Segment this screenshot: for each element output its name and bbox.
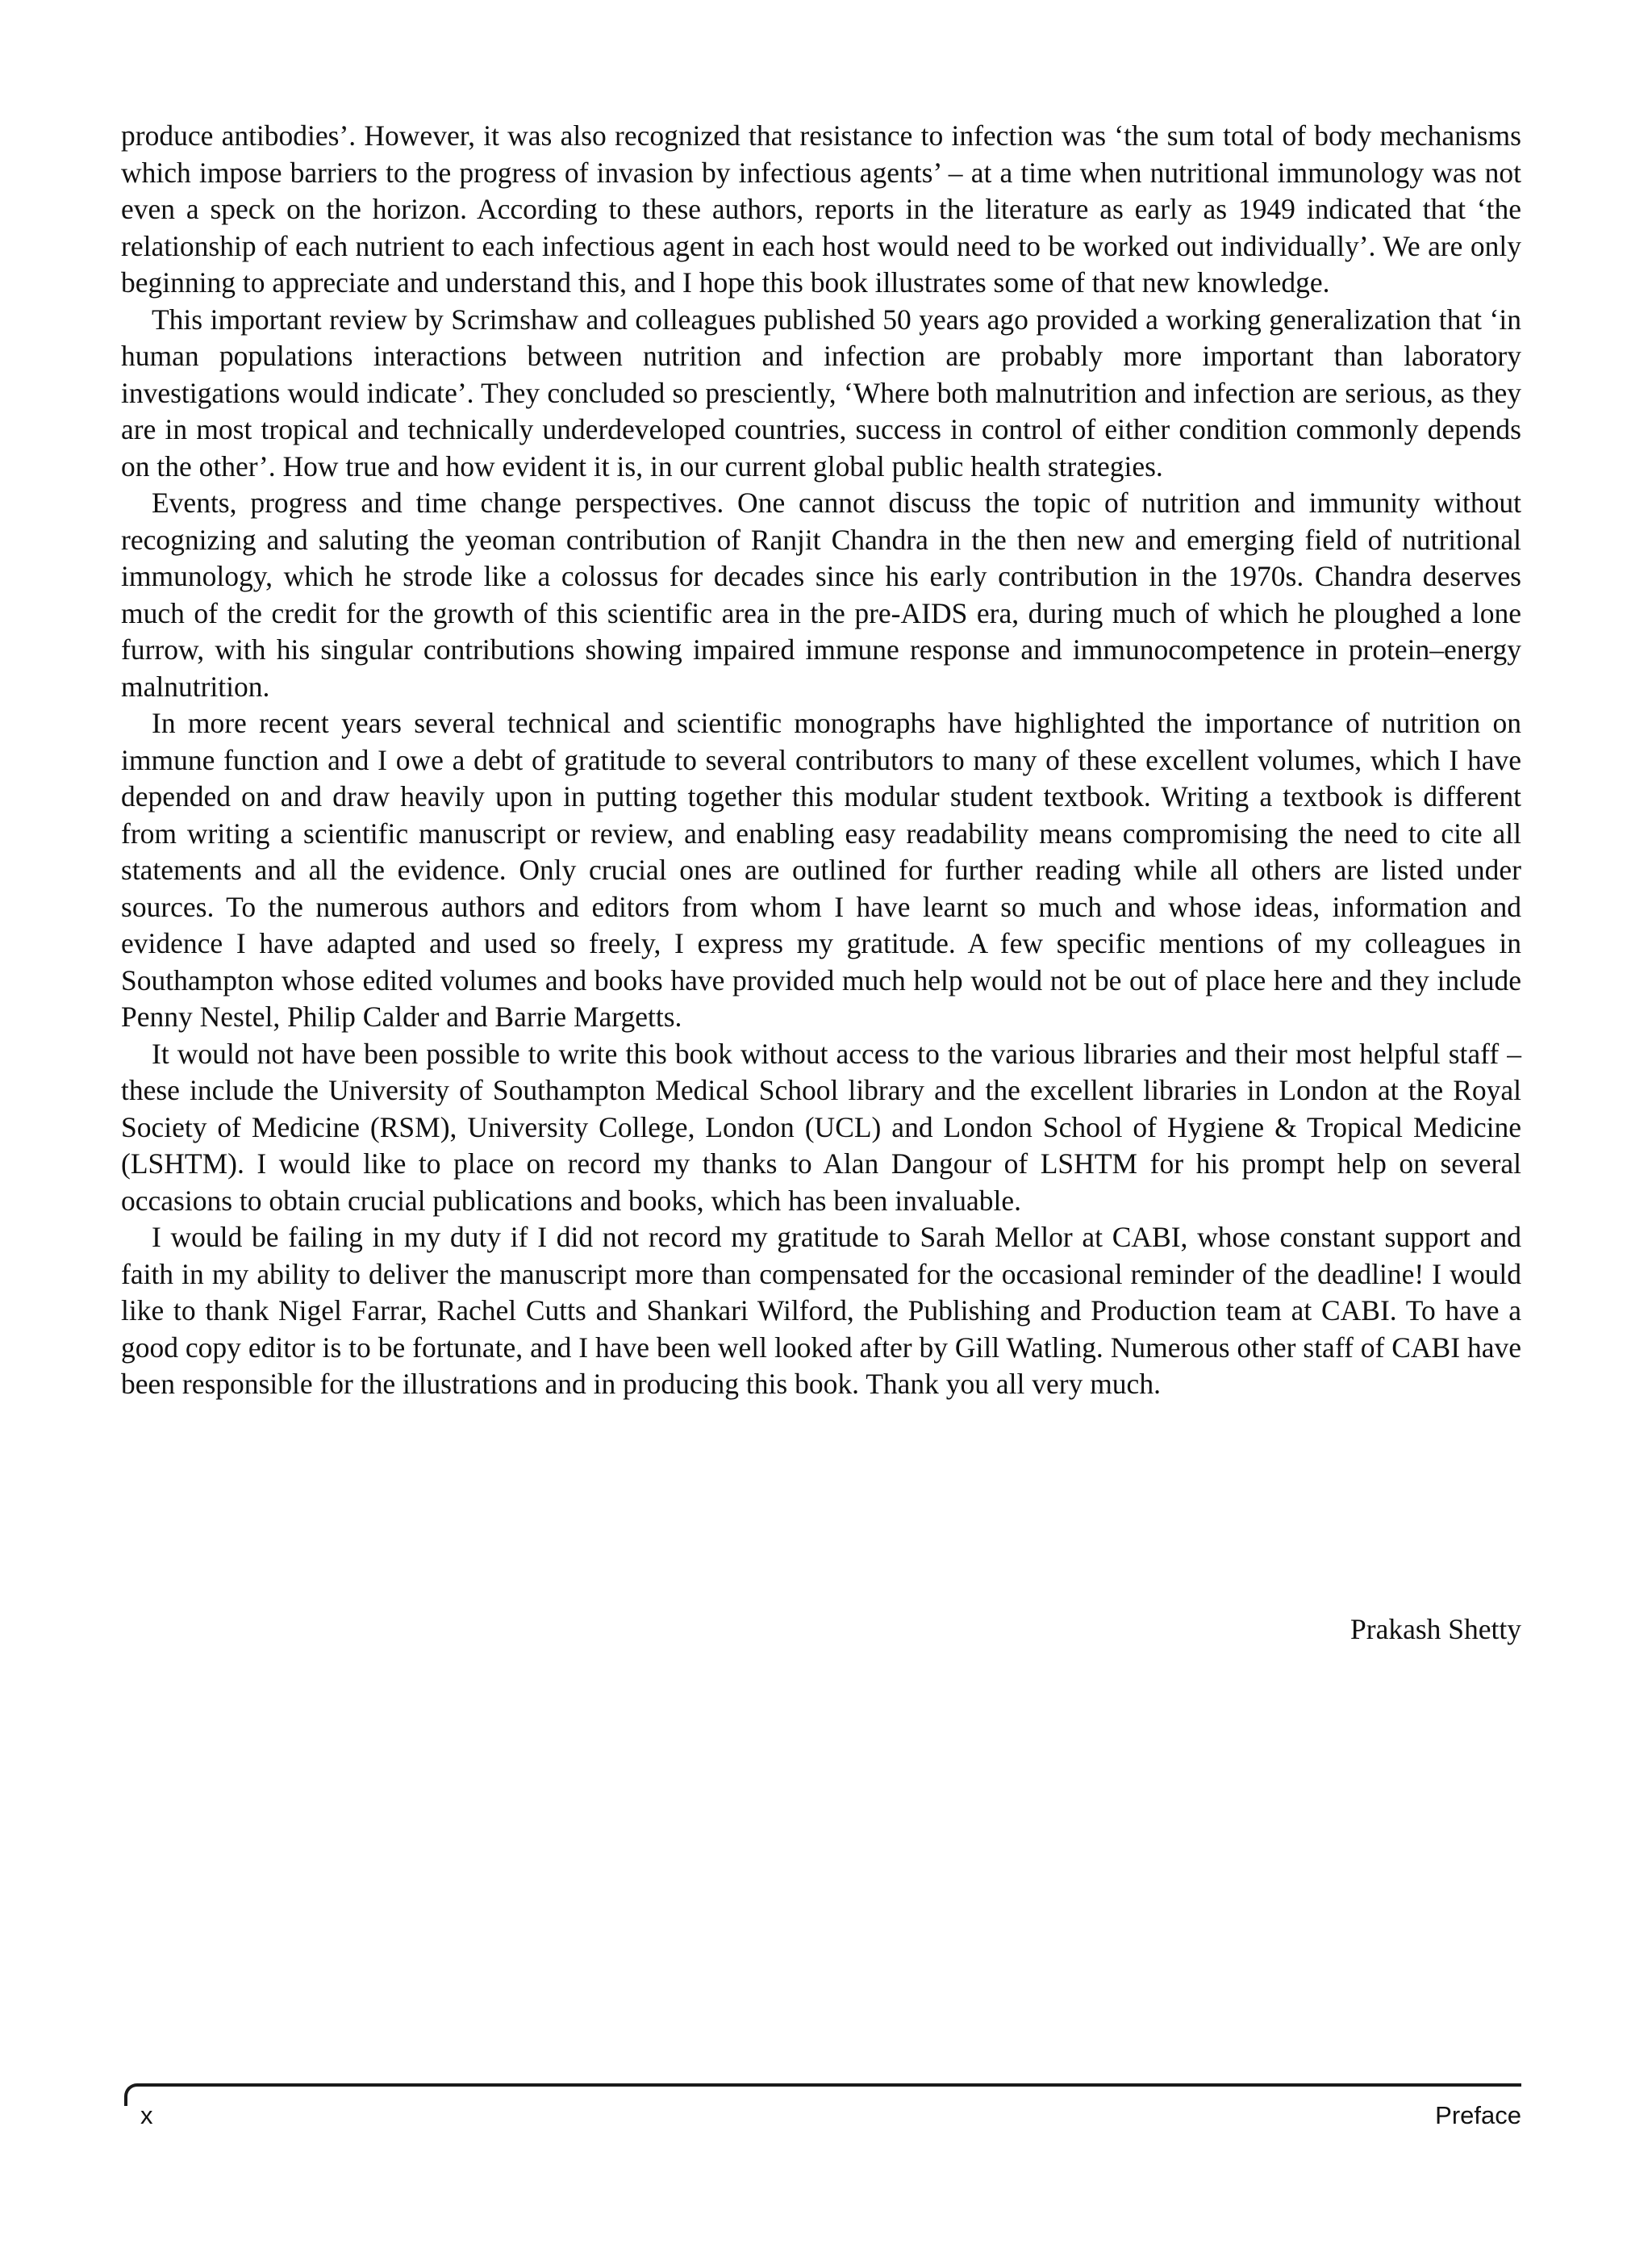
paragraph-2: This important review by Scrimshaw and colleagues published 50 years ago provided a working generalization that ‘in human populations interactions between nutrition and infection are probably more important than laboratory investigations would indicate’. They concluded so presciently, ‘Where both malnutrition and infection are serious, as they are in most tropical and technically underdeveloped countries, success in control of either condition commonly depends on the other’. How true and how evident it is, in our current global public health strategies. [121, 303, 1521, 483]
paragraph-3: Events, progress and time change perspectives. One cannot discuss the topic of nutrition and immunity without recognizing and saluting the yeoman contribution of Ranjit Chandra in the then new and emerging field of nutritional immunology, which he strode like a colossus for decades since his early contribution in the 1970s. Chandra deserves much of the credit for the growth of this scientific area in the pre-AIDS era, during much of which he ploughed a lone furrow, with his singular contributions showing impaired immune response and immunocompetence in protein–energy malnutrition. [121, 487, 1521, 703]
paragraph-6: I would be failing in my duty if I did not record my gratitude to Sarah Mellor at CABI, whose constant support and faith in my ability to deliver the manuscript more than compensated for the occasional reminder of the deadline! I would like to thank Nigel Farrar, Rachel Cutts and Shankari Wilford, the Publishing and Production team at CABI. To have a good copy editor is to be fortunate, and I have been well looked after by Gill Watling. Numerous other staff of CABI have been responsible for the illustrations and in producing this book. Thank you all very much. [121, 1221, 1521, 1400]
author-signature: Prakash Shetty [1350, 1613, 1521, 1645]
body-text [121, 118, 1521, 1403]
page-number: x [140, 2101, 153, 2129]
running-footer-section: Preface [1435, 2101, 1521, 2129]
paragraph-1: produce antibodies’. However, it was also recognized that resistance to infection was ‘the sum total of body mechanisms which impose barriers to the progress of invasion by infectious agents’ – at a time when nutritional immunology was not even a speck on the horizon. According to these authors, reports in the literature as early as 1949 indicated that ‘the relationship of each nutrient to each infectious agent in each host would need to be worked out individually’. We are only beginning to appreciate and understand this, and I hope this book illustrates some of that new knowledge. [121, 119, 1521, 299]
footer-rule [124, 2083, 1521, 2106]
paragraph-4: In more recent years several technical and scientific monographs have highlighted the importance of nutrition on immune function and I owe a debt of gratitude to several contributors to many of these excellent volumes, which I have depended on and draw heavily upon in putting together this modular student textbook. Writing a textbook is different from writing a scientific manuscript or review, and enabling easy readability means compromising the need to cite all statements and all the evidence. Only crucial ones are outlined for further reading while all others are listed under sources. To the numerous authors and editors from whom I have learnt so much and whose ideas, information and evidence I have adapted and used so freely, I express my gratitude. A few specific mentions of my colleagues in Southampton whose edited volumes and books have provided much help would not be out of place here and they include Penny Nestel, Philip Calder and Barrie Margetts. [121, 707, 1521, 1033]
paragraph-5: It would not have been possible to write this book without access to the various libraries and their most helpful staff – these include the University of Southampton Medical School library and the excellent libraries in London at the Royal Society of Medicine (RSM), University College, London (UCL) and London School of Hygiene & Tropical Medicine (LSHTM). I would like to place on record my thanks to Alan Dangour of LSHTM for his prompt help on several occasions to obtain crucial publications and books, which has been invaluable. [121, 1037, 1521, 1217]
